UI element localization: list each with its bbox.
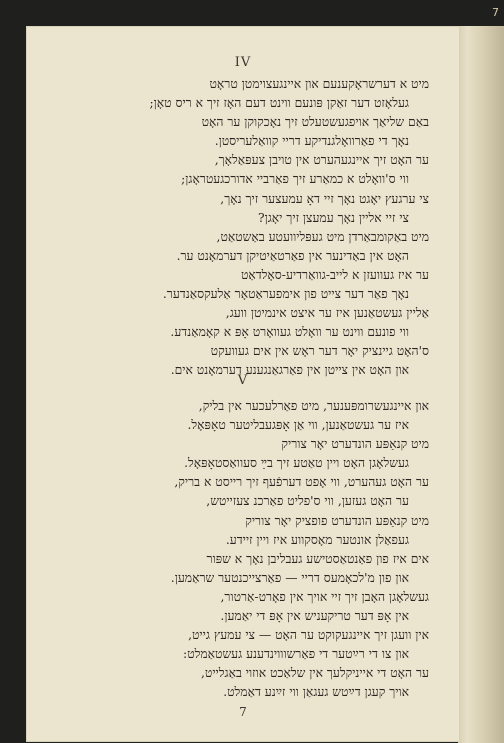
- poem-line: און האָט אין צייטן אין פאַרגאַנגענע דערמאָנט אים.: [170, 363, 409, 378]
- poem-line: אים איז פון פאַנטאַסטישע געבליבן נאָך א שפּור: [206, 551, 429, 566]
- poem-line: מיט קנאַפּע הונדערט יאָר צוריק: [281, 437, 429, 452]
- poem-line: געפאַלן אונטער מאָסקווע איז ויין זיידע.: [225, 532, 409, 547]
- poem-line: צי זיי אליין נאָך עמעצן זיך יאָגן?: [258, 210, 409, 225]
- poem-line: געשלאָגן האָבן זיך זיי אויך אין פאָרט-אַרטור,: [220, 589, 429, 604]
- poem-line: מיט באַקומבאַרדן מיט געפּליוועטע באַשטאַט,: [216, 229, 429, 244]
- poem-line: ווי ס'וואָלט א כמאַרע זיך פאַרביי אדורכגעטראָגן;: [181, 172, 409, 187]
- section-number-iv: IV: [234, 55, 252, 70]
- poem-line: אויך קעגן דײַטש געגאַן ווי זײַנע דאַמלט.: [223, 685, 409, 700]
- poem-line: ער האָט די אייניקלעך אין שלאַכט אוזוי באַגלייט,: [200, 666, 429, 681]
- corner-mark: 7: [492, 6, 499, 19]
- poem-line: אין אָפּ דער טריקעניש אין אָפּ די יאַמען.: [220, 609, 409, 624]
- poem-line: געשלאָגן האָט ויין טאַטע זיך בײַ סעוואַסטאָפּאָל.: [184, 456, 409, 471]
- poem-line: און איינגעשרומפּענער, מיט פאַרלעכער אין בליק,: [198, 399, 429, 413]
- poem-line: מיט קנאַפּע הונדערט פופציק יאָר צוריק: [245, 513, 429, 528]
- section-number-v: V: [237, 373, 249, 388]
- page-edge: [458, 26, 504, 743]
- poem-line: אין וועגן זיך איינגעקוקט ער האָט — צי עמעץ גייט,: [188, 628, 429, 643]
- poem-line: באַם שליאַך אויפגעשטעלט זיך נאָכקוקן ער האָט: [201, 115, 429, 130]
- poem-line: און פון מ'לכאָמעס דריי — פאַרצייכנטער שראַמען.: [170, 570, 409, 585]
- poem-line: ער האָט זיך איינגעהערט אין טויבן צעפּאַלאָך,: [214, 153, 429, 168]
- poem-section-v: [57, 397, 429, 703]
- poem-line: האָט אין באַדינער אין פאַרטאַיטיקן דערמאָנט ער.: [176, 248, 409, 263]
- poem-line: און צו די רײַטער די פאַרשוווינדענע געשטאַמלט:: [183, 647, 409, 662]
- page-number: 7: [239, 705, 247, 719]
- poem-line: צי ערגעץ יאָגט נאָך זיי דאָ עמעצער זיך נאָך,: [220, 191, 429, 206]
- poem-line: געלאָזט דער זאַקן פּונעם ווינט דעם האָז זיך א ריס טאָן;: [149, 96, 409, 111]
- poem-line: ווי פונעם ווינט ער וואָלט געוואָרט אָפּ א קאָמאַנדע.: [170, 325, 409, 340]
- poem-line: ס'האָט גיינציק יאָר דער ראָש אין אים געוועקט: [210, 344, 429, 359]
- poem-line: מיט א דערשראָקענעם און איינגעצוימטן טראָט: [209, 77, 429, 91]
- poem-line: אַליין געשטאַנען איז ער איצט אינמיטן וועג,: [225, 306, 429, 321]
- poem-line: נאָך די פאַרוואָלגנדיקע דריי קוואַלעריסטן.: [214, 134, 409, 149]
- book-page: [26, 26, 460, 742]
- poem-line: ער האָט געזען, ווי ס'פליט פאַרכנ צעזייטש,: [206, 494, 409, 509]
- poem-line: ער איז געוועזן א לייב-גוואַרדיע-סאָלדאַט: [240, 267, 429, 282]
- poem-line: איז ער געשטאַנען, ווי אַן אָפּגעבליטער טאָפּאָל.: [187, 418, 409, 433]
- poem-line: ער האָט געהערט, ווי אָפט דערפֿעף זיך רייסט א בריק,: [174, 475, 429, 490]
- poem-line: נאָך פאַר דער צייט פון אימפעראַטאָר אַלעקסאַנדער.: [162, 287, 409, 302]
- poem-section-iv: [57, 75, 429, 381]
